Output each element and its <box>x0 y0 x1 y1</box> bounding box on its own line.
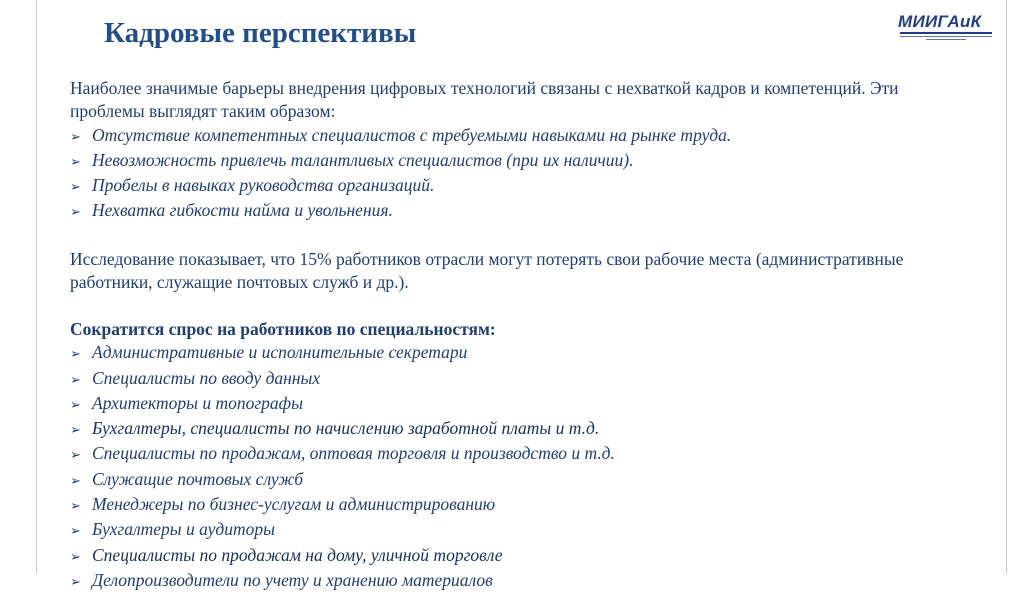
arrow-bullet-icon: ➢ <box>70 397 81 413</box>
slide-title: Кадровые перспективы <box>104 17 417 49</box>
barriers-list <box>70 124 950 225</box>
arrow-bullet-icon: ➢ <box>70 473 81 489</box>
list-item: ➢ Административные и исполнительные секретари <box>70 341 950 366</box>
arrow-bullet-icon: ➢ <box>70 448 81 464</box>
intro-paragraph: Наиболее значимые барьеры внедрения цифровых технологий связаны с нехваткой кадров и компетенций. Эти проблемы выглядят таким образом: <box>70 78 899 122</box>
list-item: ➢ Архитекторы и топографы <box>70 392 950 417</box>
list-item: ➢ Специалисты по продажам на дому, уличной торговле <box>70 544 950 569</box>
research-paragraph: Исследование показывает, что 15% работников отрасли могут потерять свои рабочие места (административные работники, служащие почтовых служб и др.). <box>70 249 904 293</box>
arrow-bullet-icon: ➢ <box>70 524 81 540</box>
logo-underline <box>900 32 992 34</box>
list-item: ➢ Специалисты по вводу данных <box>70 367 950 392</box>
spacer <box>70 225 950 248</box>
arrow-bullet-icon: ➢ <box>70 347 81 363</box>
logo-tagline <box>900 35 992 42</box>
demand-heading: Сократится спрос на работников по специальностям: <box>70 318 496 339</box>
slide-body <box>70 77 950 594</box>
right-border-line <box>1006 0 1007 574</box>
logo-wordmark: МИИГАиК <box>898 12 982 31</box>
arrow-bullet-icon: ➢ <box>70 574 81 590</box>
list-item: ➢ Невозможность привлечь талантливых специалистов (при их наличии). <box>70 149 950 174</box>
list-item: ➢ Менеджеры по бизнес-услугам и администрированию <box>70 493 950 518</box>
arrow-bullet-icon: ➢ <box>70 372 81 388</box>
arrow-bullet-icon: ➢ <box>70 180 81 196</box>
left-border-line <box>36 0 37 574</box>
arrow-bullet-icon: ➢ <box>70 423 81 439</box>
list-item: ➢ Специалисты по продажам, оптовая торговля и производство и т.д. <box>70 442 950 467</box>
spacer <box>70 295 950 318</box>
list-item: ➢ Отсутствие компетентных специалистов с требуемыми навыками на рынке труда. <box>70 124 950 149</box>
arrow-bullet-icon: ➢ <box>70 129 81 145</box>
arrow-bullet-icon: ➢ <box>70 205 81 221</box>
professions-list <box>70 341 950 594</box>
university-logo <box>898 12 994 42</box>
list-item: ➢ Пробелы в навыках руководства организаций. <box>70 174 950 199</box>
arrow-bullet-icon: ➢ <box>70 549 81 565</box>
list-item: ➢ Делопроизводители по учету и хранению материалов <box>70 569 950 594</box>
arrow-bullet-icon: ➢ <box>70 499 81 515</box>
list-item: ➢ Нехватка гибкости найма и увольнения. <box>70 199 950 224</box>
arrow-bullet-icon: ➢ <box>70 154 81 170</box>
list-item: ➢ Служащие почтовых служб <box>70 468 950 493</box>
list-item: ➢ Бухгалтеры, специалисты по начислению заработной платы и т.д. <box>70 417 950 442</box>
list-item: ➢ Бухгалтеры и аудиторы <box>70 518 950 543</box>
